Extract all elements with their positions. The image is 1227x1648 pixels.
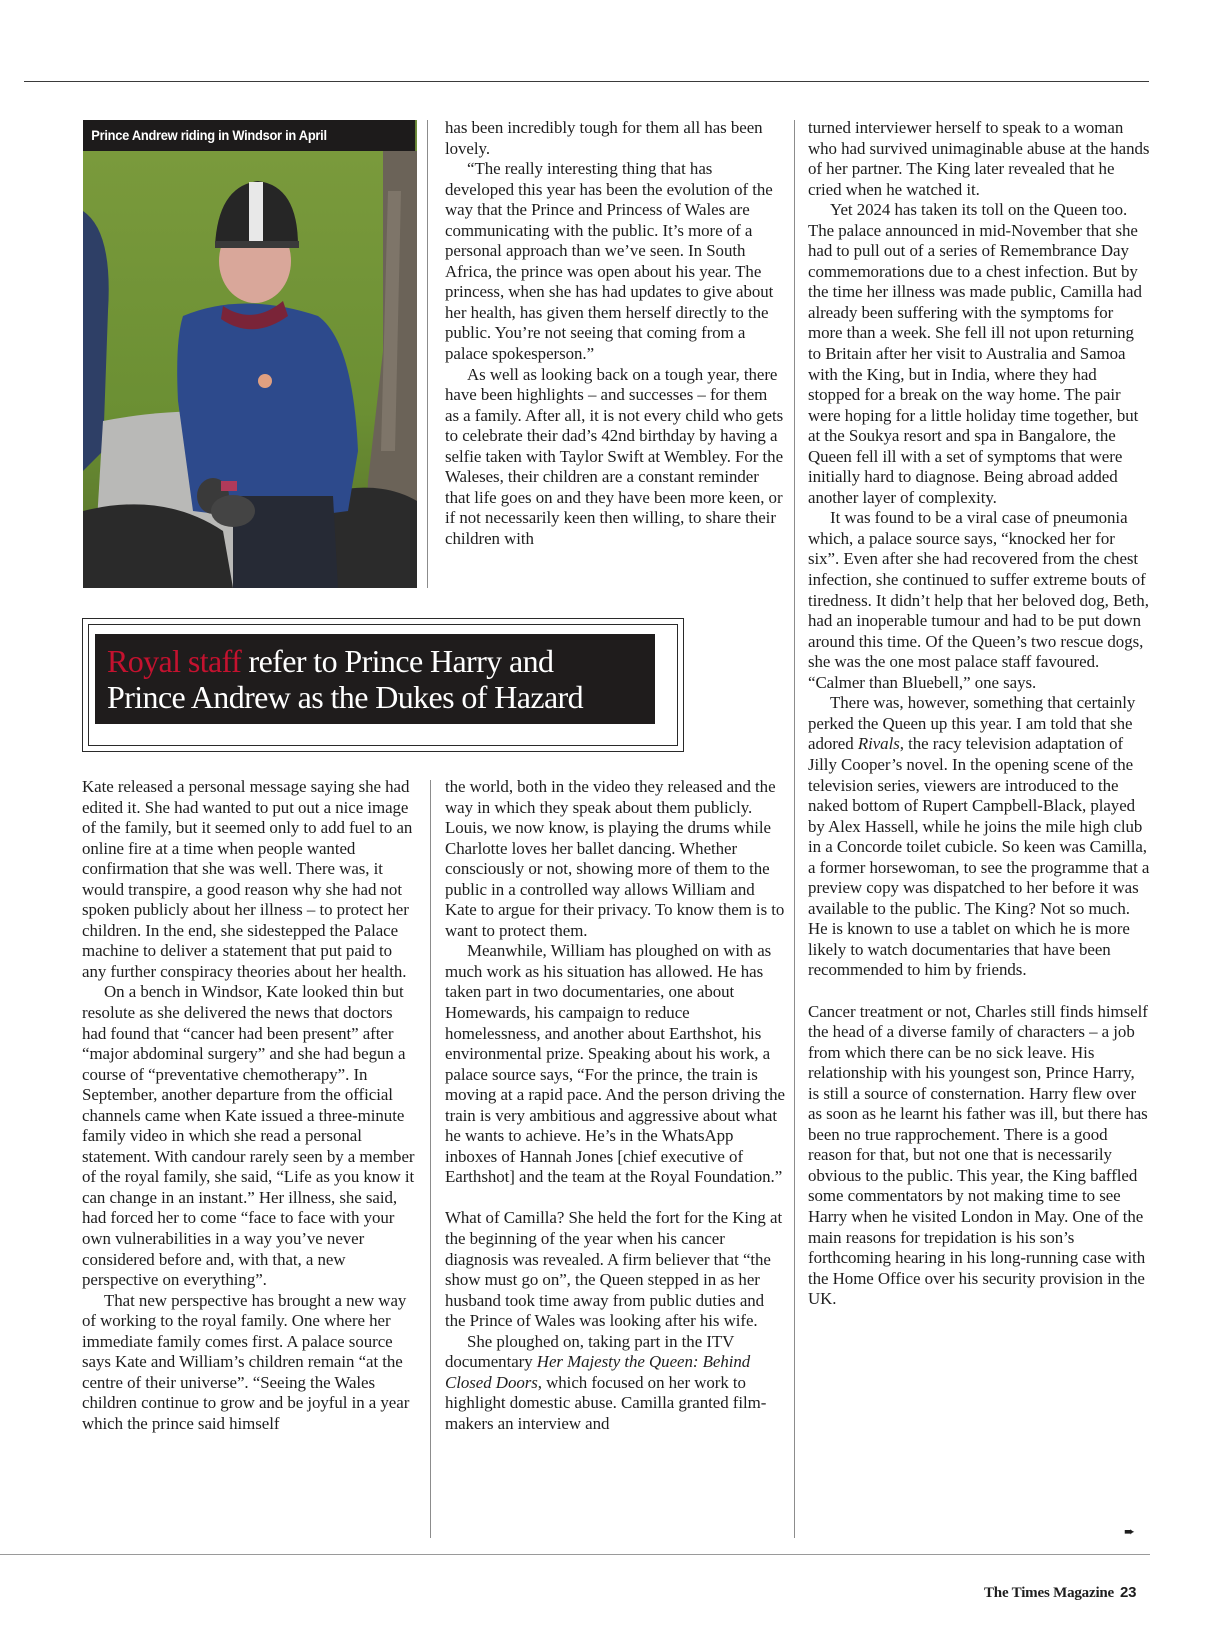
text-run: , the racy television adaptation of Jilly Cooper’s novel. In the opening scene of the television series, viewers are introduced to the naked bottom of Rupert Campbell-Black, played by Alex Hassell, while he joins the mile high club in a Concorde toilet cubicle. So keen was Camilla, a former horsewoman, to see the programme that a preview copy was dispatched to her before it was available to the public. The King? Not so much. He is known to use a tablet on which he is more likely to watch documentaries that have been recommended to him by friends. [808,734,1150,980]
paragraph: the world, both in the video they released and the way in which they speak about them publicly. Louis, we now know, is playing the drums while Charlotte loves her ballet dancing. Whether consciously or not, showing more of them to the public in a controlled way allows William and Kate to argue for their privacy. To know them is to want to protect them. [445,777,785,940]
paragraph: Cancer treatment or not, Charles still finds himself the head of a diverse family of characters – a job from which there can be no sick leave. His relationship with his youngest son, Prince Harry, is still a source of consternation. Harry flew over as soon as he learnt his father was ill, but there has been no true rapprochement. There is a good reason for that, but not one that is necessarily obvious to the public. This year, the King baffled some commentators by not making time to see Harry when he visited London in May. One of the main reasons for trepidation is his son’s forthcoming hearing in his long-running case with the Home Office over his security provision in the UK. [808,1001,1148,1309]
pull-quote-box [95,634,655,724]
paragraph: Kate released a personal message saying she had edited it. She had wanted to put out a nice image of the family, but it seemed only to add fuel to an online fire at a time when people wanted confirmation that she was well. There was, it would transpire, a good reason why she had not spoken publicly about her illness – to protect her children. In the end, she sidestepped the Palace machine to deliver a statement that put paid to any further conspiracy theories about her health. [82,777,413,981]
paragraph [808,693,1150,981]
paragraph: As well as looking back on a tough year, there have been highlights – and successes – for them as a family. After all, it is not every child who gets to celebrate their dad’s 42nd birthday by having a selfie taken with Taylor Swift at Wembley. For the Waleses, their children are a constant reminder that life goes on and they have been more keen, or if not necessarily keen then willing, to share their children with [445,364,784,548]
paragraph: turned interviewer herself to speak to a woman who had survived unimaginable abuse at the hands of her partner. The King later revealed that he cried when he watched it. [808,118,1150,199]
text-run: , which focused on her work to highlight domestic abuse. Camilla granted film-makers an interview and [445,1372,767,1433]
article-column-2-bottom [445,777,785,1435]
photo-image [83,151,417,588]
paragraph: Yet 2024 has taken its toll on the Queen too. The palace announced in mid-November that she had to pull out of a series of Remembrance Day commemorations due to a chest infection. But by the time her illness was made public, Camilla had already been suffering with the symptoms for more than a week. She fell ill not upon returning to Britain after her visit to Australia and Samoa with the King, but in India, where they had stopped for a break on the way home. The pair were hoping for a little holiday time together, but at the Soukya resort and spa in Bangalore, the Queen fell ill with a set of symptoms that were initially hard to diagnose. Being abroad added another layer of complexity. [808,200,1142,507]
column-divider [427,120,428,588]
show-title: Rivals [857,734,900,754]
page-footer [984,1584,1136,1602]
text-run: She ploughed on, taking part in the ITV documentary [445,1331,735,1372]
photo-prince-andrew [83,120,417,588]
documentary-title: Her Majesty the Queen: Behind Closed Doors [445,1352,751,1392]
paragraph: It was found to be a viral case of pneumonia which, a palace source says, “knocked her for six”. Even after she had recovered from the chest infection, she continued to suffer extreme bouts of tiredness. It didn’t help that her beloved dog, Beth, had an inoperable tumour and had to be put down around this time. Of the Queen’s two rescue dogs, she was the one most palace staff favoured. “Calmer than Bluebell,” one says. [808,508,1149,692]
paragraph: Meanwhile, William has ploughed on with as much work as his situation has allowed. He has taken part in two documentaries, one about Homewards, his campaign to reduce homelessness, and another about Earthshot, his environmental prize. Speaking about his work, a palace source says, “For the prince, the train is moving at a rapid pace. And the person driving the train is very ambitious and aggressive about what he wants to achieve. He’s in the WhatsApp inboxes of Hannah Jones [chief executive of Earthshot] and the team at the Royal Foundation.” [445,941,785,1187]
paragraph: has been incredibly tough for them all has been lovely. [445,118,763,158]
article-column-1-bottom [82,777,420,1435]
publication-name: The Times Magazine [984,1585,1115,1601]
page-number: 23 [1120,1584,1137,1601]
article-column-3 [808,118,1150,1310]
pull-quote [82,618,684,752]
photo-caption: Prince Andrew riding in Windsor in April [83,120,415,151]
arrow-right-icon: ➨ [1124,1525,1135,1540]
pull-quote-line2: Prince Andrew as the Dukes of Hazard [107,679,584,715]
pull-quote-accent: Royal staff [107,643,242,679]
column-divider [430,780,431,1538]
article-column-2-top [445,118,785,549]
bottom-rule [0,1554,1150,1555]
paragraph: What of Camilla? She held the fort for the King at the beginning of the year when his cancer diagnosis was revealed. A firm believer that “the show must go on”, the Queen stepped in as her husband took time away from public duties and the Prince of Wales was looking after his wife. [445,1208,783,1331]
paragraph [445,1332,785,1435]
column-divider [794,120,795,1538]
text-run: There was, however, something that certainly perked the Queen up this year. I am told that she adored [808,693,1136,754]
paragraph: That new perspective has brought a new way of working to the royal family. One where her immediate family comes first. A palace source says Kate and William’s children remain “at the centre of their universe”. “Seeing the Wales children continue to grow and be joyful in a year which the prince said himself [82,1290,410,1433]
paragraph: “The really interesting thing that has developed this year has been the evolution of the way that the Prince and Princess of Wales are communicating with the public. It’s more of a personal approach than we’ve seen. In South Africa, the prince was open about his year. The princess, when she has had updates to give about her health, has given them herself directly to the public. You’re not seeing that coming from a palace spokesperson.” [445,159,774,364]
pull-quote-line1: refer to Prince Harry and [241,643,554,679]
paragraph: On a bench in Windsor, Kate looked thin but resolute as she delivered the news that doctors had found that “cancer had been present” after “major abdominal surgery” and she had begun a course of “preventative chemotherapy”. In September, another departure from the official channels came when Kate issued a three-minute family video in which she read a personal statement. With candour rarely seen by a member of the royal family, she said, “Life as you know it can change in an instant.” Her illness, she said, had forced her to come “face to face with your own vulnerabilities in a way you’ve never considered before and, with that, a new perspective on everything”. [82,982,415,1290]
top-rule [24,81,1149,82]
